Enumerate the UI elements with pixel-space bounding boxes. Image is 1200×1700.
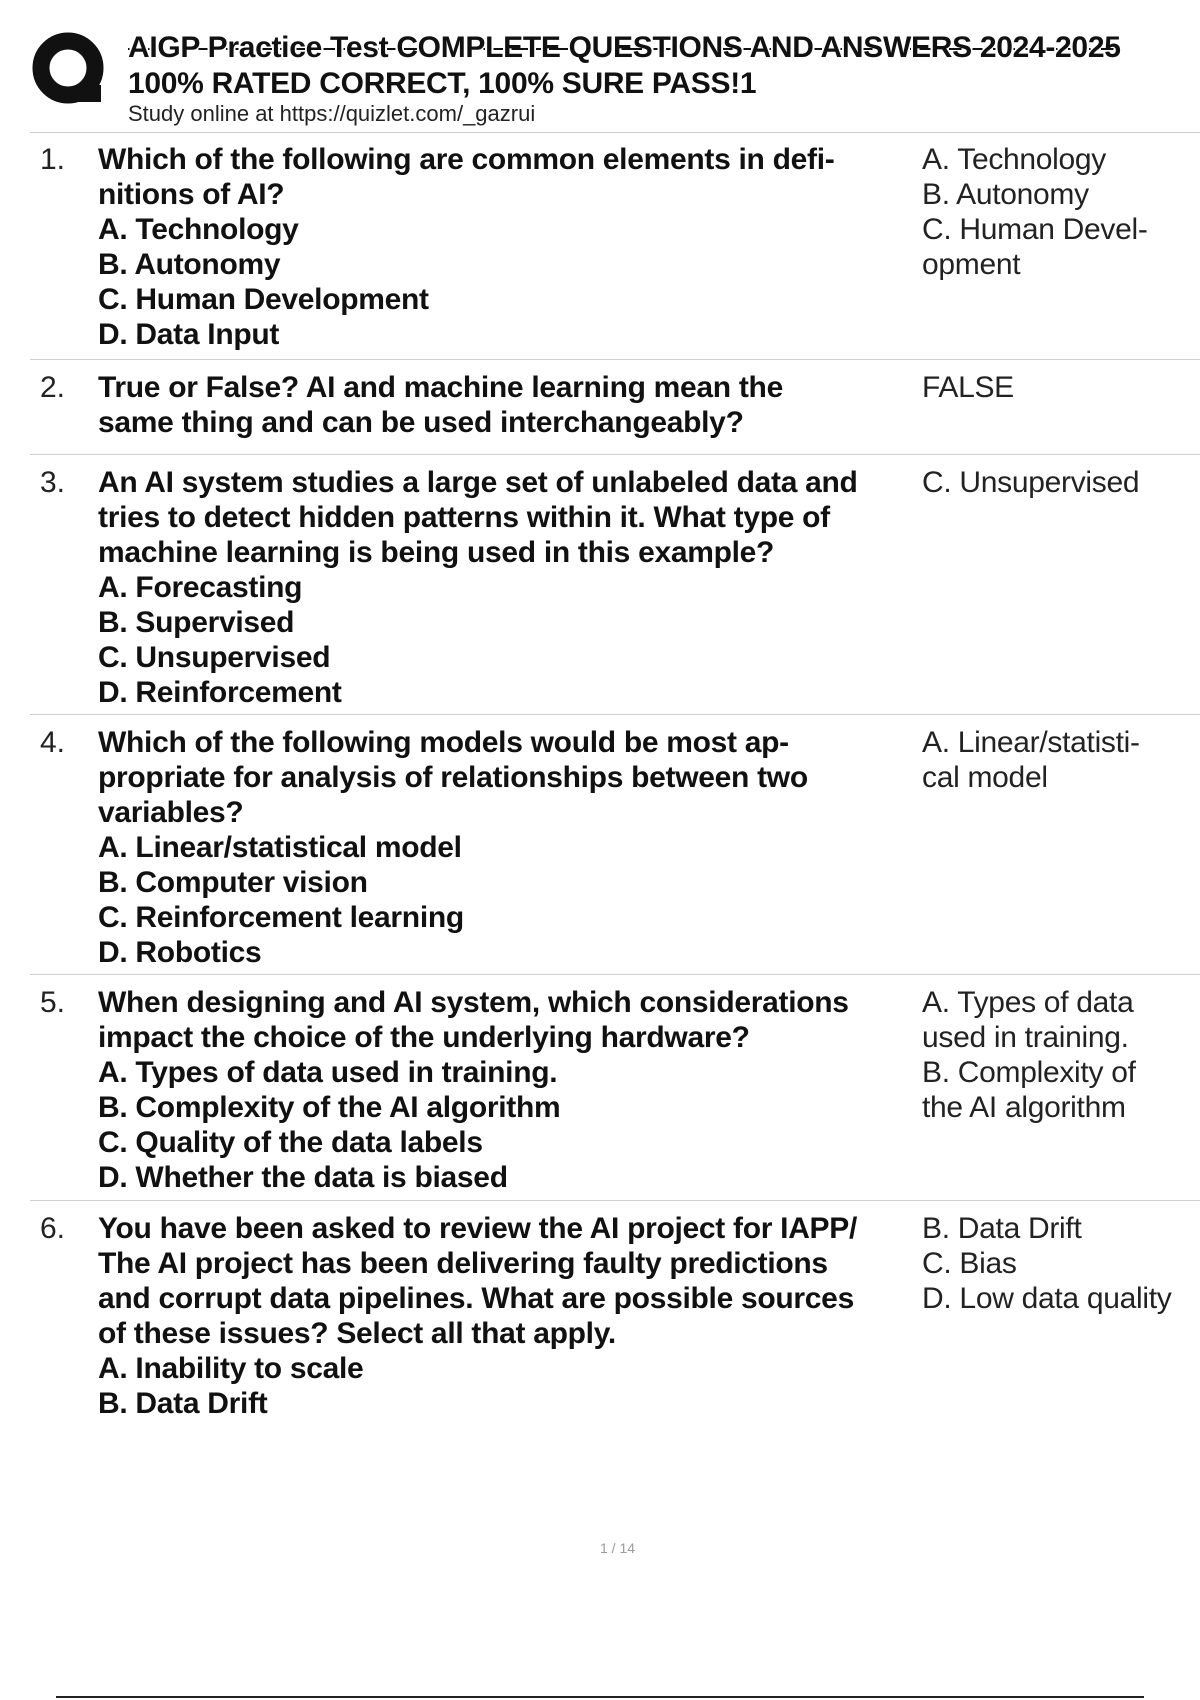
question-text-line: impact the choice of the underlying hardware?: [98, 1021, 750, 1054]
question-number: 2.: [40, 371, 66, 404]
answer-option: C. Unsupervised: [98, 641, 331, 674]
document-title-line-2: 100% RATED CORRECT, 100% SURE PASS!1: [128, 67, 757, 100]
question-row: [30, 1201, 1200, 1435]
question-body: [98, 1211, 920, 1435]
answer-option: C. Quality of the data labels: [98, 1126, 483, 1159]
question-row: [30, 132, 1200, 360]
question-text-line: and corrupt data pipelines. What are possible sources: [98, 1282, 854, 1315]
answer-option: A. Inability to scale: [98, 1352, 364, 1385]
question-text-line: Which of the following models would be most ap-: [98, 726, 789, 759]
answer-option: B. Computer vision: [98, 866, 368, 899]
correct-answer-line: A. Types of data: [922, 986, 1134, 1019]
answer-option: B. Autonomy: [98, 248, 281, 281]
correct-answer: [920, 985, 1200, 1200]
correct-answer-line: C. Human Devel-: [922, 213, 1148, 246]
question-text-line: same thing and can be used interchangeably?: [98, 406, 744, 439]
document-title-line-1: AIGP Practice Test COMPLETE QUESTIONS AND ANSWERS 2024-2025: [128, 31, 1121, 64]
question-number: 3.: [40, 466, 66, 499]
answer-option: A. Technology: [98, 213, 299, 246]
answer-option: D. Whether the data is biased: [98, 1161, 508, 1194]
correct-answer-line: D. Low data quality: [922, 1282, 1172, 1315]
correct-answer-line: C. Unsupervised: [922, 466, 1140, 499]
question-body: [98, 142, 920, 359]
correct-answer: [920, 370, 1200, 454]
question-row: [30, 360, 1200, 455]
question-number: 4.: [40, 726, 66, 759]
answer-option: D. Reinforcement: [98, 676, 342, 709]
correct-answer-line: cal model: [922, 761, 1048, 794]
question-text-line: of these issues? Select all that apply.: [98, 1317, 616, 1350]
question-row: [30, 715, 1200, 975]
answer-option: C. Reinforcement learning: [98, 901, 464, 934]
answer-option: B. Supervised: [98, 606, 295, 639]
question-body: [98, 465, 920, 714]
correct-answer-line: B. Data Drift: [922, 1212, 1082, 1245]
question-number: 6.: [40, 1212, 66, 1245]
quizlet-logo-icon: [30, 30, 110, 110]
answer-option: A. Types of data used in training.: [98, 1056, 558, 1089]
question-text-line: propriate for analysis of relationships between two: [98, 761, 808, 794]
question-text-line: variables?: [98, 796, 244, 829]
question-text-line: tries to detect hidden patterns within it. What type of: [98, 501, 830, 534]
question-text-line: machine learning is being used in this example?: [98, 536, 775, 569]
correct-answer-line: B. Complexity of: [922, 1056, 1136, 1089]
answer-option: B. Data Drift: [98, 1387, 268, 1420]
correct-answer: [920, 142, 1200, 359]
study-online-link[interactable]: Study online at https://quizlet.com/_gazrui: [128, 101, 536, 126]
correct-answer-line: B. Autonomy: [922, 178, 1089, 211]
page-number: 1 / 14: [599, 1540, 636, 1556]
question-body: [98, 370, 920, 454]
correct-answer-line: A. Linear/statisti-: [922, 726, 1140, 759]
answer-option: A. Linear/statistical model: [98, 831, 462, 864]
question-row: [30, 975, 1200, 1201]
question-text-line: When designing and AI system, which considerations: [98, 986, 849, 1019]
question-list: [30, 132, 1200, 1435]
correct-answer-line: opment: [922, 248, 1021, 281]
question-row: [30, 455, 1200, 715]
correct-answer-line: the AI algorithm: [922, 1091, 1126, 1124]
question-text-line: nitions of AI?: [98, 178, 285, 211]
bottom-divider: [56, 1696, 1144, 1698]
correct-answer-line: used in training.: [922, 1021, 1129, 1054]
question-number: 1.: [40, 143, 66, 176]
correct-answer-line: A. Technology: [922, 143, 1107, 176]
question-text-line: True or False? AI and machine learning mean the: [98, 371, 783, 404]
question-text-line: You have been asked to review the AI project for IAPP/: [98, 1212, 858, 1245]
question-text-line: An AI system studies a large set of unlabeled data and: [98, 466, 858, 499]
correct-answer-line: FALSE: [922, 371, 1014, 404]
question-number: 5.: [40, 986, 66, 1019]
question-text-line: The AI project has been delivering faulty predictions: [98, 1247, 828, 1280]
answer-option: D. Robotics: [98, 936, 262, 969]
question-body: [98, 985, 920, 1200]
question-body: [98, 725, 920, 974]
answer-option: B. Complexity of the AI algorithm: [98, 1091, 561, 1124]
correct-answer-line: C. Bias: [922, 1247, 1017, 1280]
correct-answer: [920, 1211, 1200, 1435]
answer-option: A. Forecasting: [98, 571, 303, 604]
answer-option: D. Data Input: [98, 318, 280, 351]
correct-answer: [920, 725, 1200, 974]
answer-option: C. Human Development: [98, 283, 429, 316]
correct-answer: [920, 465, 1200, 714]
question-text-line: Which of the following are common elements in defi-: [98, 143, 835, 176]
